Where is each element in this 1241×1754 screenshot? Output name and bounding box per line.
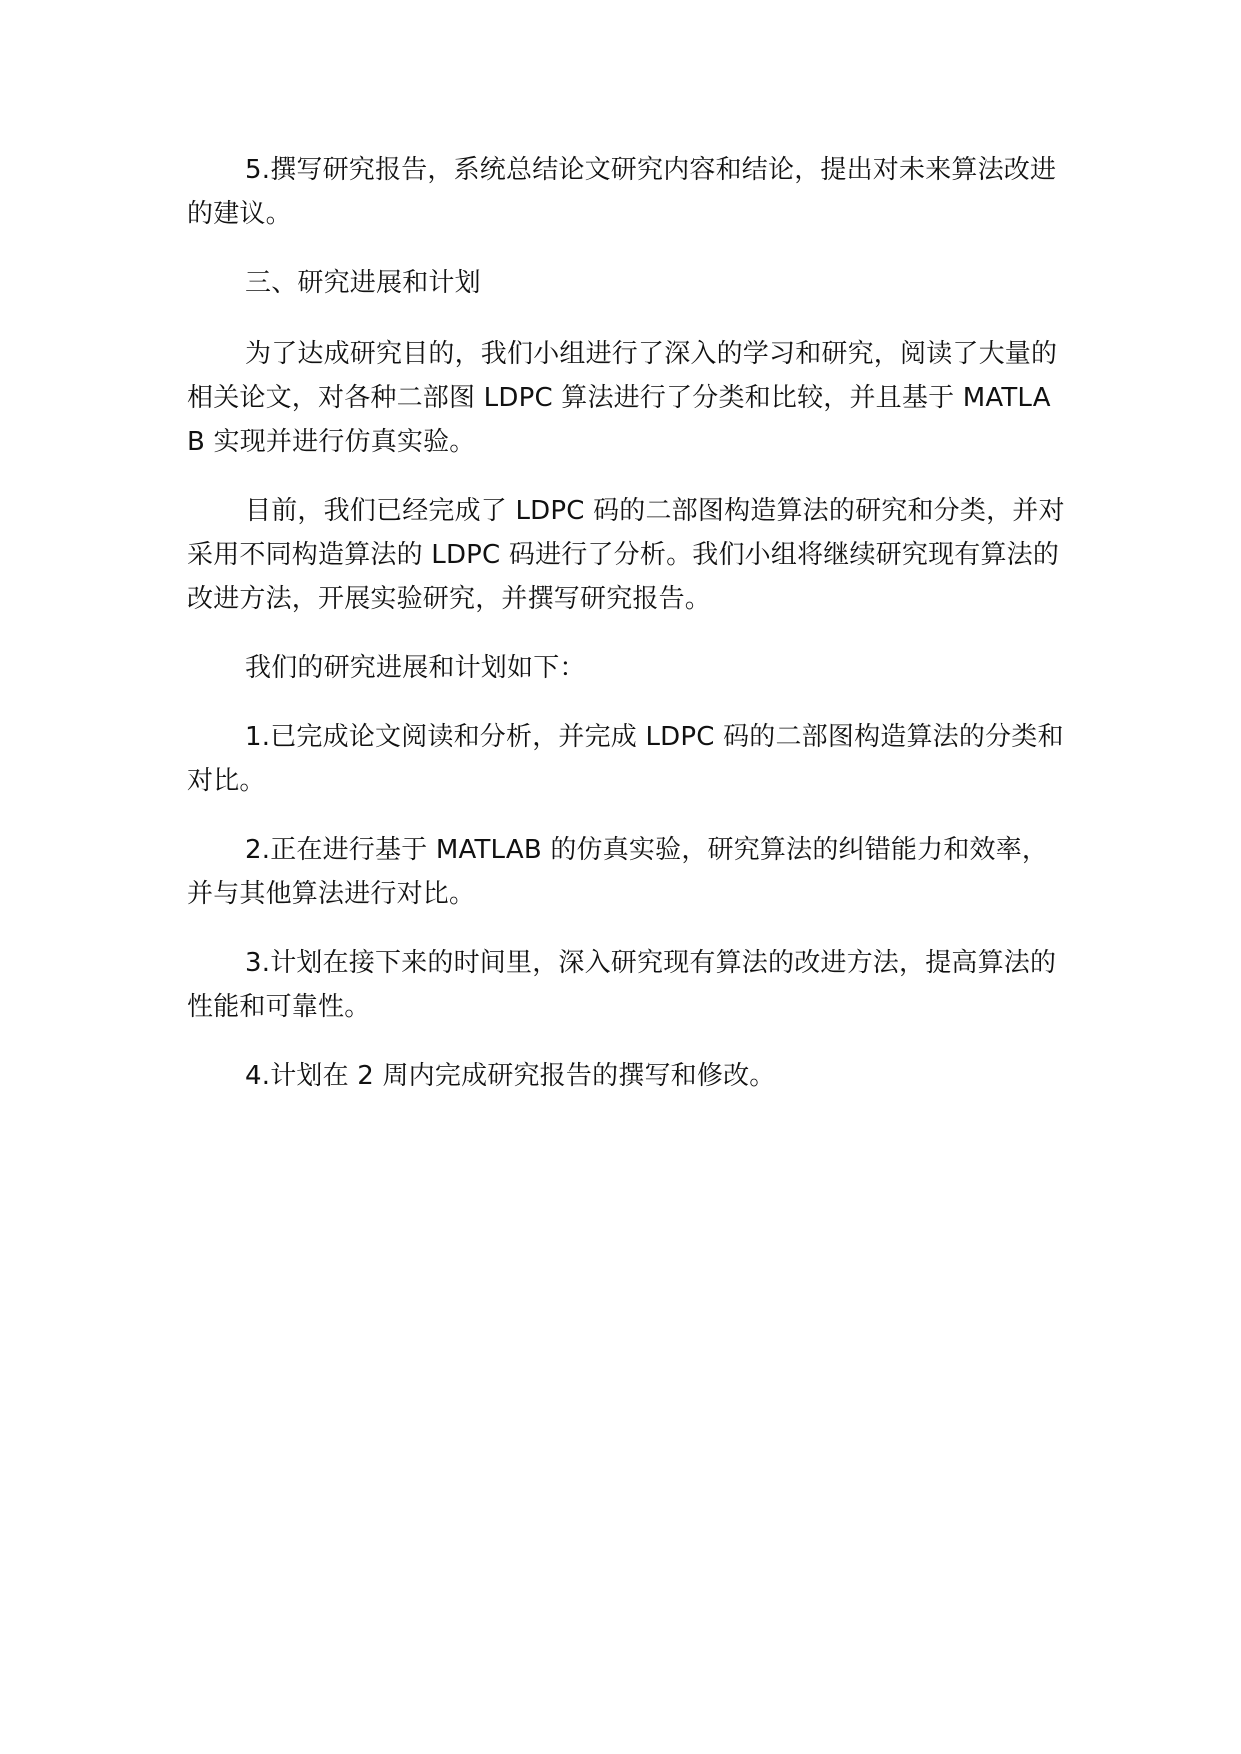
- document-body: [187, 148, 1067, 1123]
- paragraph-item-5-report: 5.撰写研究报告，系统总结论文研究内容和结论，提出对未来算法改进的建议。: [187, 155, 1057, 229]
- plan-item-3: 3.计划在接下来的时间里，深入研究现有算法的改进方法，提高算法的性能和可靠性。: [187, 948, 1057, 1022]
- plan-item-4: 4.计划在 2 周内完成研究报告的撰写和修改。: [245, 1061, 776, 1091]
- paragraph-plan-intro: 我们的研究进展和计划如下：: [245, 653, 586, 683]
- paragraph-current-status: 目前，我们已经完成了 LDPC 码的二部图构造算法的研究和分类，并对采用不同构造算法的 LDPC 码进行了分析。我们小组将继续研究现有算法的改进方法，开展实验研究，并撰写研究报告。: [187, 496, 1065, 614]
- section-heading-progress-plan: 三、研究进展和计划: [245, 268, 481, 298]
- paragraph-research-purpose: 为了达成研究目的，我们小组进行了深入的学习和研究，阅读了大量的相关论文，对各种二部图 LDPC 算法进行了分类和比较，并且基于 MATLAB 实现并进行仿真实验。: [187, 339, 1058, 457]
- plan-item-1: 1.已完成论文阅读和分析，并完成 LDPC 码的二部图构造算法的分类和对比。: [187, 722, 1064, 796]
- plan-item-2: 2.正在进行基于 MATLAB 的仿真实验，研究算法的纠错能力和效率，并与其他算法进行对比。: [187, 835, 1049, 909]
